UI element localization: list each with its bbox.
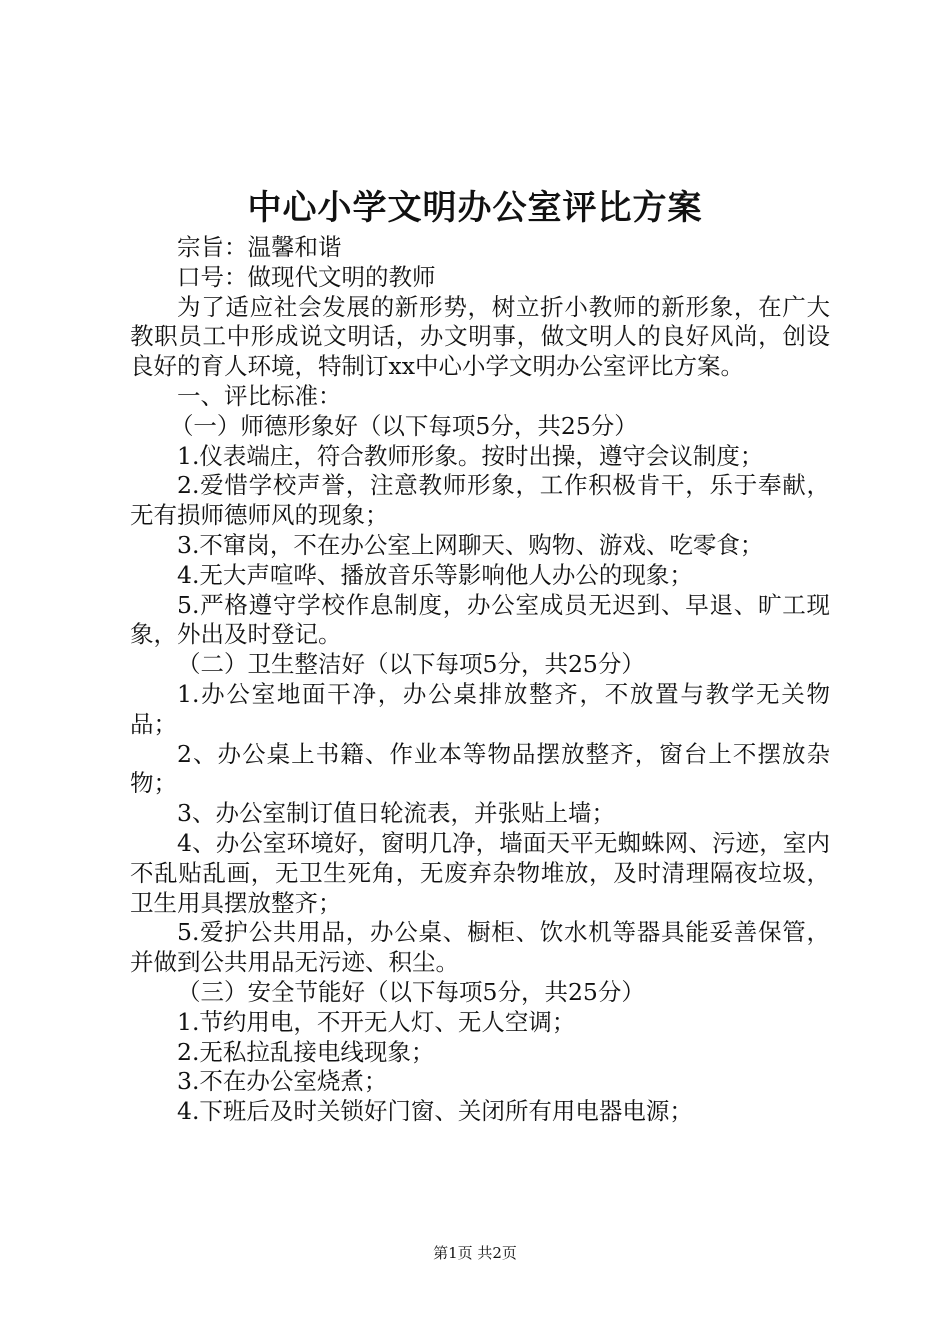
paragraph: 4.无大声喧哗、播放音乐等影响他人办公的现象； <box>177 560 693 589</box>
paragraph: 1.节约用电，不开无人灯、无人空调； <box>177 1007 576 1036</box>
paragraph: 为了适应社会发展的新形势，树立折小教师的新形象，在广大教职员工中形成说文明话，办文明事，做文明人的良好风尚，创设良好的育人环境，特制订xx中心小学文明办公室评比方案。 <box>130 292 830 381</box>
paragraph: （二）卫生整洁好（以下每项5分，共25分） <box>177 650 645 679</box>
paragraph: 口号：做现代文明的教师 <box>177 262 436 291</box>
paragraph: 2、办公桌上书籍、作业本等物品摆放整齐，窗台上不摆放杂物； <box>130 739 830 798</box>
paragraph: 2.无私拉乱接电线现象； <box>177 1037 435 1066</box>
paragraph: 一、评比标准： <box>177 381 342 410</box>
paragraph: 3、办公室制订值日轮流表，并张贴上墙； <box>177 799 615 828</box>
paragraph: 3.不窜岗，不在办公室上网聊天、购物、游戏、吃零食； <box>177 530 764 559</box>
paragraph: 4.下班后及时关锁好门窗、关闭所有用电器电源； <box>177 1097 693 1126</box>
paragraph: 2.爱惜学校声誉，注意教师形象，工作积极肯干，乐于奉献，无有损师德师风的现象； <box>130 471 830 530</box>
paragraph: 5.严格遵守学校作息制度，办公室成员无迟到、早退、旷工现象，外出及时登记。 <box>130 590 830 649</box>
paragraph: 3.不在办公室烧煮； <box>177 1067 388 1096</box>
paragraph: （一）师德形象好（以下每项5分，共25分） <box>169 411 638 440</box>
paragraph: （三）安全节能好（以下每项5分，共25分） <box>177 977 645 1006</box>
paragraph: 4、办公室环境好，窗明几净，墙面天平无蜘蛛网、污迹，室内不乱贴乱画，无卫生死角，无废弃杂物堆放，及时清理隔夜垃圾，卫生用具摆放整齐； <box>130 828 830 917</box>
document-body <box>130 233 830 1127</box>
paragraph: 宗旨：温馨和谐 <box>177 233 342 261</box>
paragraph: 1.仪表端庄，符合教师形象。按时出操，遵守会议制度； <box>177 441 764 470</box>
paragraph: 5.爱护公共用品，办公桌、橱柜、饮水机等器具能妥善保管，并做到公共用品无污迹、积尘。 <box>130 918 830 977</box>
page-footer: 第1页 共2页 <box>433 1244 517 1262</box>
paragraph: 1.办公室地面干净，办公桌排放整齐，不放置与教学无关物品； <box>130 679 830 738</box>
document-title: 中心小学文明办公室评比方案 <box>247 188 703 228</box>
